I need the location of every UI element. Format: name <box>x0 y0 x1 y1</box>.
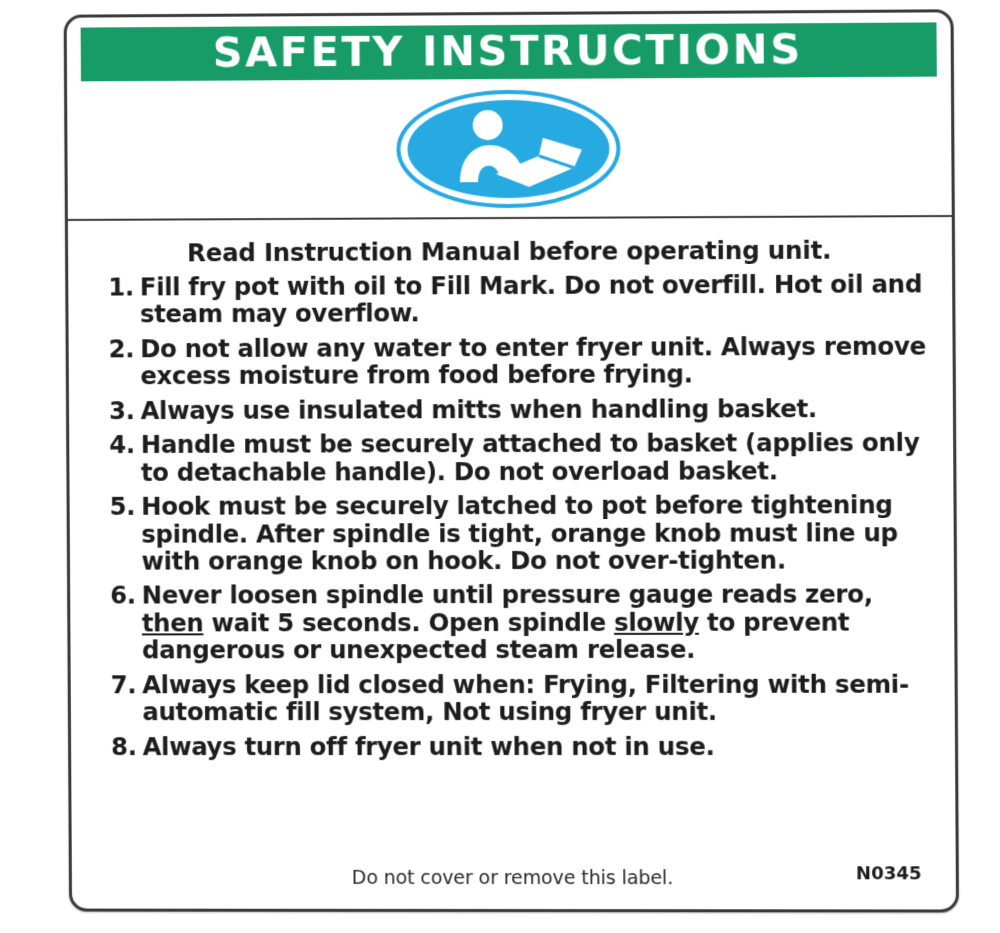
label-footer <box>72 863 956 894</box>
lead-instruction: Read Instruction Manual before operating unit. <box>187 235 832 268</box>
safety-instructions-label <box>64 9 959 912</box>
list-item-text: Do not allow any water to enter fryer unit. Always remove excess moisture from food before frying. <box>140 331 926 391</box>
footer-note: Do not cover or remove this label. <box>351 866 674 890</box>
list-item <box>94 332 926 390</box>
list-item-text: Fill fry pot with oil to Fill Mark. Do not overfill. Hot oil and steam may overflow. <box>139 269 923 329</box>
part-number: N0345 <box>855 863 922 885</box>
list-item-number: 3. <box>109 395 135 425</box>
label-title: SAFETY INSTRUCTIONS <box>212 27 804 77</box>
list-item <box>94 270 926 328</box>
list-item-text: Handle must be securely attached to basket (applies only to detachable handle). Do not overload basket. <box>140 428 920 487</box>
label-header-banner <box>81 22 937 81</box>
list-item-number: 1. <box>108 272 134 302</box>
list-item <box>95 491 927 575</box>
read-manual-icon <box>395 89 621 208</box>
list-item-text: Hook must be securely latched to pot before tightening spindle. After spindle is tight, orange knob must line up with orange knob on hook. Do not over-tighten. <box>141 490 898 576</box>
list-item-text: Always use insulated mitts when handling basket. <box>140 393 817 425</box>
list-item-number: 6. <box>110 580 136 610</box>
list-item-number: 5. <box>109 491 136 521</box>
list-item <box>95 429 927 486</box>
list-item <box>95 394 927 424</box>
list-item-text: Never loosen spindle until pressure gauge reads zero, then wait 5 seconds. Open spindle slowly to prevent dangerous or unexpected steam release. <box>141 579 873 665</box>
list-item-number: 7. <box>110 670 137 699</box>
list-item <box>96 581 928 664</box>
list-item-number: 8. <box>111 731 137 761</box>
instruction-list <box>94 270 929 760</box>
pictogram-area <box>67 79 952 221</box>
label-content <box>68 219 956 909</box>
list-item <box>97 732 929 760</box>
list-item-number: 2. <box>108 334 135 364</box>
list-item-text: Always keep lid closed when: Frying, Filtering with semi-automatic fill system, Not using fryer unit. <box>142 669 909 727</box>
list-item-number: 4. <box>109 430 135 460</box>
list-item-text: Always turn off fryer unit when not in use. <box>142 731 715 761</box>
list-item <box>96 670 928 725</box>
